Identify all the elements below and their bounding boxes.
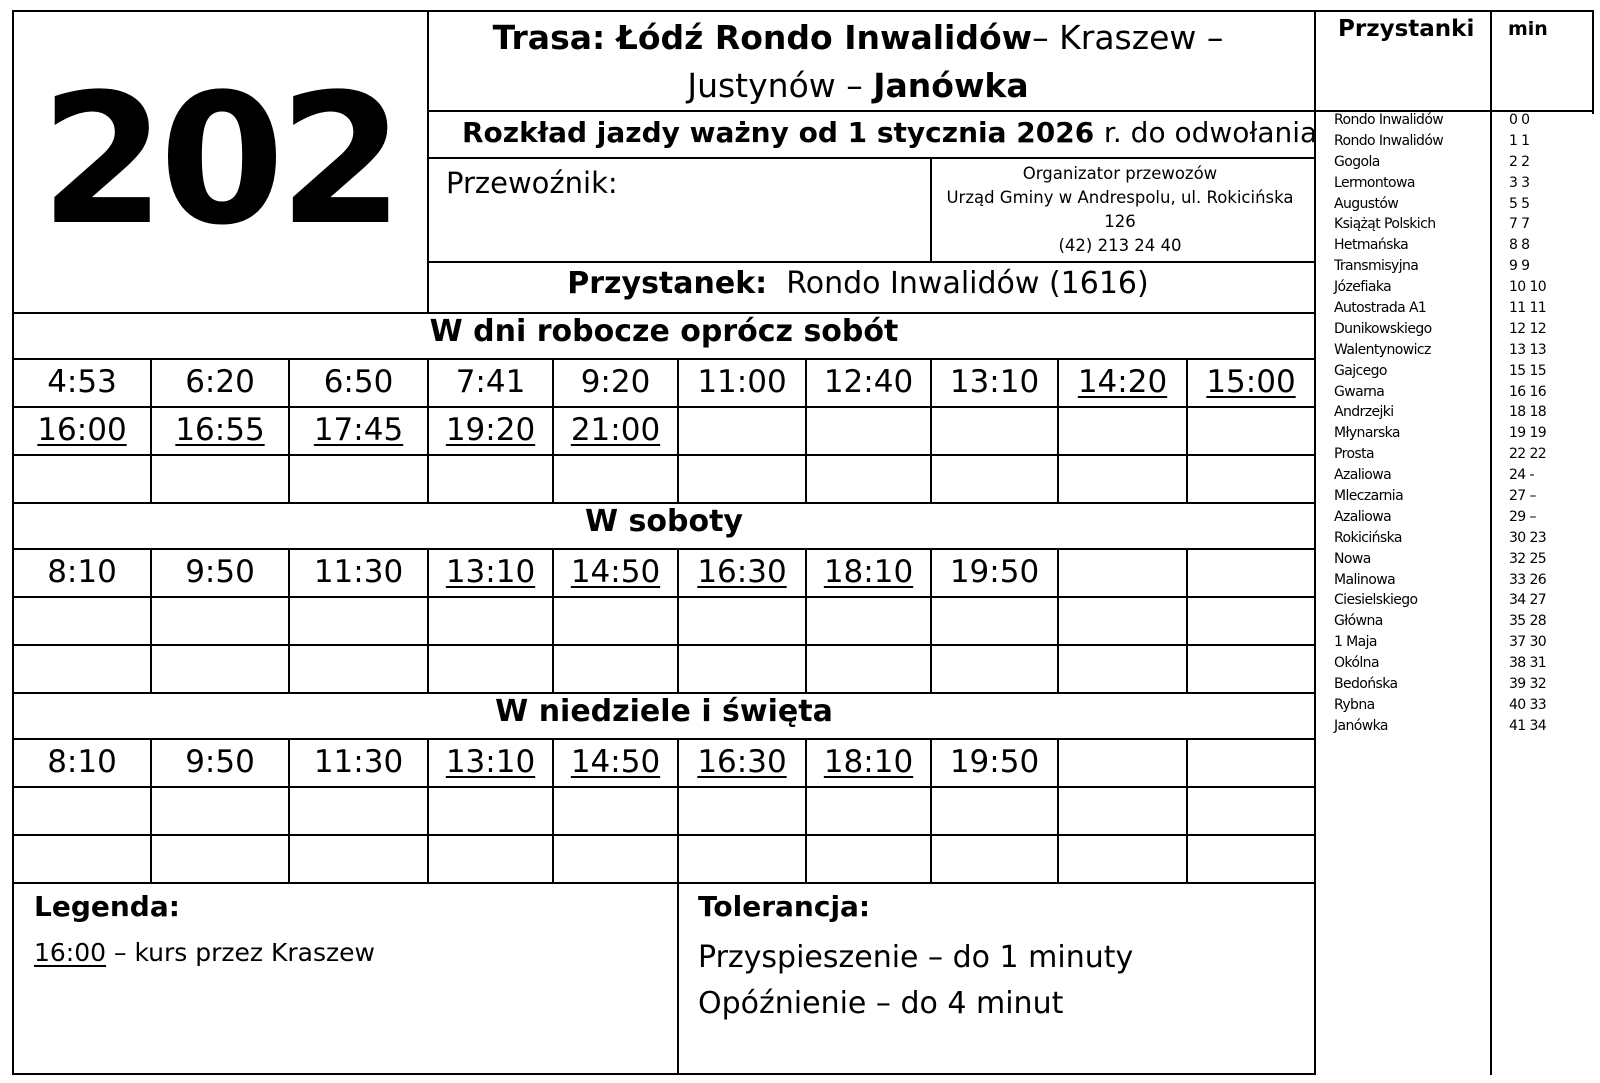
stop-minutes: 41 34: [1509, 717, 1547, 734]
stop-row: [1334, 655, 1594, 676]
stop-row: [1334, 718, 1594, 739]
stop-row: [1334, 321, 1594, 342]
grid-line-h: [12, 882, 1316, 884]
stop-name: Gogola: [1334, 153, 1380, 170]
stop-minutes: 27 –: [1509, 488, 1536, 505]
stop-minutes: 18 18: [1509, 404, 1547, 421]
stop-minutes: 10 10: [1509, 279, 1547, 296]
stop-minutes: 15 15: [1509, 362, 1547, 379]
departure-time: 8:10: [47, 744, 117, 780]
departure-time: 13:10: [949, 364, 1040, 400]
departure-time: 7:41: [455, 364, 526, 400]
tolerance-early: Przyspieszenie – do 1 minuty: [698, 940, 1134, 975]
stop-name: Okólna: [1334, 655, 1379, 672]
stop-row: [1334, 196, 1594, 217]
stop-row: [1334, 634, 1594, 655]
departure-time: 17:45: [313, 412, 404, 448]
departure-time: 14:50: [570, 744, 661, 780]
grid-line-h: [427, 110, 1316, 112]
stop-row: [1334, 530, 1594, 551]
stop-name: Hetmańska: [1334, 237, 1409, 254]
departure-time: 9:50: [185, 744, 255, 780]
stop-name: Główna: [1334, 613, 1383, 630]
stop-minutes: 11 11: [1509, 300, 1547, 317]
stop-name: Ciesielskiego: [1334, 592, 1418, 609]
stop-minutes: 39 32: [1509, 676, 1547, 693]
stop-minutes: 34 27: [1509, 592, 1547, 609]
stop-name: Mleczarnia: [1334, 488, 1404, 505]
stop-name: Młynarska: [1334, 425, 1400, 442]
stop-row: [1334, 112, 1594, 133]
min-header: min: [1508, 18, 1548, 40]
stop-name: Rondo Inwalidów: [1334, 132, 1444, 149]
departure-time: 19:50: [949, 554, 1040, 590]
stop-row: [1334, 300, 1594, 321]
stop-row: [1334, 384, 1594, 405]
validity-bold: Rozkład jazdy ważny od 1 stycznia 2026: [462, 116, 1104, 149]
departure-time: 9:20: [580, 364, 651, 400]
stop-name: Gajcego: [1334, 362, 1387, 379]
stop-minutes: 7 7: [1509, 216, 1530, 233]
departure-time: 18:10: [823, 744, 914, 780]
stop-row: [1334, 572, 1594, 593]
stop-heading: [428, 266, 1288, 301]
stop-row: [1334, 342, 1594, 363]
legend-example-time: 16:00: [34, 938, 107, 967]
departure-time: 18:10: [823, 554, 914, 590]
saturday-title: W soboty: [585, 504, 743, 539]
stop-minutes: 2 2: [1509, 153, 1530, 170]
organizer-address: Urząd Gminy w Andrespolu, ul. Rokicińska: [946, 188, 1294, 207]
organizer-info: [930, 162, 1310, 258]
departure-time: 16:30: [697, 554, 787, 590]
grid-line-v: [1592, 10, 1594, 114]
legend-title: Legenda:: [34, 890, 180, 923]
legend-entry: [34, 938, 375, 967]
stop-minutes: 32 25: [1509, 550, 1547, 567]
route-title: [428, 14, 1288, 110]
route-middle-2: Justynów –: [687, 66, 874, 105]
stop-name: Augustów: [1334, 195, 1399, 212]
stop-name: Walentynowicz: [1334, 341, 1431, 358]
departure-time: 15:00: [1206, 364, 1296, 400]
stop-name: 1 Maja: [1334, 634, 1377, 651]
stop-name: Rybna: [1334, 696, 1375, 713]
stop-minutes: 40 33: [1509, 696, 1547, 713]
departure-time: 19:20: [445, 412, 536, 448]
grid-line-h: [12, 454, 1316, 456]
stop-row: [1334, 154, 1594, 175]
stop-minutes: 24 -: [1509, 467, 1534, 484]
stop-name: Książąt Polskich: [1334, 216, 1436, 233]
departure-time: 4:53: [47, 364, 117, 400]
sunday-title: W niedziele i święta: [495, 694, 833, 729]
departure-time: 6:20: [185, 364, 255, 400]
carrier-label: Przewoźnik:: [446, 166, 618, 200]
stop-row: [1334, 175, 1594, 196]
route-middle: – Kraszew –: [1032, 18, 1224, 57]
grid-line-h: [12, 786, 1316, 788]
stop-row: [1334, 258, 1594, 279]
stop-row: [1334, 488, 1594, 509]
stop-row: [1334, 446, 1594, 467]
validity-text: [462, 116, 1317, 149]
stop-minutes: 13 13: [1509, 341, 1547, 358]
stops-header: Przystanki: [1338, 16, 1475, 42]
route-end: Janówka: [873, 66, 1029, 105]
grid-line-v: [1186, 738, 1188, 884]
stop-name: Lermontowa: [1334, 174, 1415, 191]
stop-name: Azaliowa: [1334, 467, 1392, 484]
stop-row: [1334, 592, 1594, 613]
stop-minutes: 35 28: [1509, 613, 1547, 630]
stop-minutes: 5 5: [1509, 195, 1530, 212]
stop-minutes: 30 23: [1509, 529, 1547, 546]
departure-time: 13:10: [445, 554, 536, 590]
stop-row: [1334, 133, 1594, 154]
stop-minutes: 37 30: [1509, 634, 1547, 651]
stop-row: [1334, 697, 1594, 718]
departure-time: 9:50: [185, 554, 255, 590]
grid-line-v: [1057, 738, 1059, 884]
grid-line-v: [1057, 548, 1059, 694]
departure-time: 16:55: [175, 412, 265, 448]
stop-minutes: 0 0: [1509, 112, 1530, 128]
stop-row: [1334, 279, 1594, 300]
stop-row: [1334, 404, 1594, 425]
grid-line-v: [1314, 10, 1316, 1075]
stop-name: Gwarna: [1334, 383, 1385, 400]
weekday-title: W dni robocze oprócz sobót: [429, 314, 899, 349]
stop-name: Malinowa: [1334, 571, 1396, 588]
stop-row: [1334, 509, 1594, 530]
line-number: 202: [40, 55, 398, 265]
departure-time: 14:50: [570, 554, 661, 590]
stop-minutes: 1 1: [1509, 132, 1530, 149]
grid-line-h: [12, 596, 1316, 598]
grid-line-v: [1186, 548, 1188, 694]
departure-time: 6:50: [323, 364, 394, 400]
departure-time: 16:30: [697, 744, 787, 780]
stop-minutes: 33 26: [1509, 571, 1547, 588]
departure-time: 16:00: [37, 412, 127, 448]
stop-name: Azaliowa: [1334, 508, 1392, 525]
stop-minutes: 3 3: [1509, 174, 1530, 191]
organizer-title: Organizator przewozów: [1022, 164, 1218, 183]
stop-name: Janówka: [1334, 717, 1388, 734]
stop-name: Rondo Inwalidów: [1334, 112, 1444, 128]
stop-row: [1334, 676, 1594, 697]
stop-name: Transmisyjna: [1334, 258, 1419, 275]
stop-minutes: 8 8: [1509, 237, 1530, 254]
stop-minutes: 38 31: [1509, 655, 1547, 672]
tolerance-title: Tolerancja:: [698, 890, 871, 923]
grid-line-h: [12, 644, 1316, 646]
stop-minutes: 16 16: [1509, 383, 1547, 400]
grid-line-h: [12, 834, 1316, 836]
stop-row: [1334, 613, 1594, 634]
stop-name: Nowa: [1334, 550, 1371, 567]
stop-minutes: 19 19: [1509, 425, 1547, 442]
grid-line-h: [427, 157, 1316, 159]
stop-minutes: 29 –: [1509, 508, 1536, 525]
stop-row: [1334, 467, 1594, 488]
stop-row: [1334, 216, 1594, 237]
stop-name: Bedońska: [1334, 676, 1398, 693]
legend-example-desc: – kurs przez Kraszew: [106, 938, 375, 967]
departure-time: 11:30: [313, 744, 404, 780]
organizer-address-2: 126: [1104, 212, 1136, 231]
stop-name: Rondo Inwalidów (1616): [786, 266, 1149, 301]
departure-time: 8:10: [47, 554, 117, 590]
stop-name: Józefiaka: [1334, 279, 1392, 296]
stop-row: [1334, 237, 1594, 258]
stop-label: Przystanek:: [567, 266, 768, 301]
departure-time: 19:50: [949, 744, 1040, 780]
departure-time: 11:30: [313, 554, 404, 590]
departure-time: 21:00: [570, 412, 661, 448]
stop-row: [1334, 425, 1594, 446]
stop-row: [1334, 363, 1594, 384]
route-start: Trasa: Łódź Rondo Inwalidów: [492, 18, 1033, 57]
grid-line-h: [427, 261, 1316, 263]
stop-row: [1334, 551, 1594, 572]
grid-line-v: [677, 882, 679, 1075]
stop-name: Dunikowskiego: [1334, 320, 1432, 337]
departure-time: 12:40: [823, 364, 914, 400]
departure-time: 13:10: [445, 744, 536, 780]
stop-minutes: 9 9: [1509, 258, 1530, 275]
grid-line-h: [12, 10, 1594, 12]
organizer-phone: (42) 213 24 40: [1058, 236, 1182, 255]
validity-rest: r. do odwołania: [1103, 116, 1318, 149]
grid-line-h: [12, 1073, 1316, 1075]
tolerance-late: Opóźnienie – do 4 minut: [698, 986, 1064, 1021]
stop-name: Andrzejki: [1334, 404, 1394, 421]
departure-time: 14:20: [1077, 364, 1168, 400]
stop-minutes: 22 22: [1509, 446, 1547, 463]
stop-minutes: 12 12: [1509, 320, 1547, 337]
stop-name: Rokicińska: [1334, 529, 1402, 546]
stop-name: Prosta: [1334, 446, 1374, 463]
departure-time: 11:00: [697, 364, 787, 400]
stops-list: [1334, 112, 1594, 739]
stop-name: Autostrada A1: [1334, 300, 1427, 317]
